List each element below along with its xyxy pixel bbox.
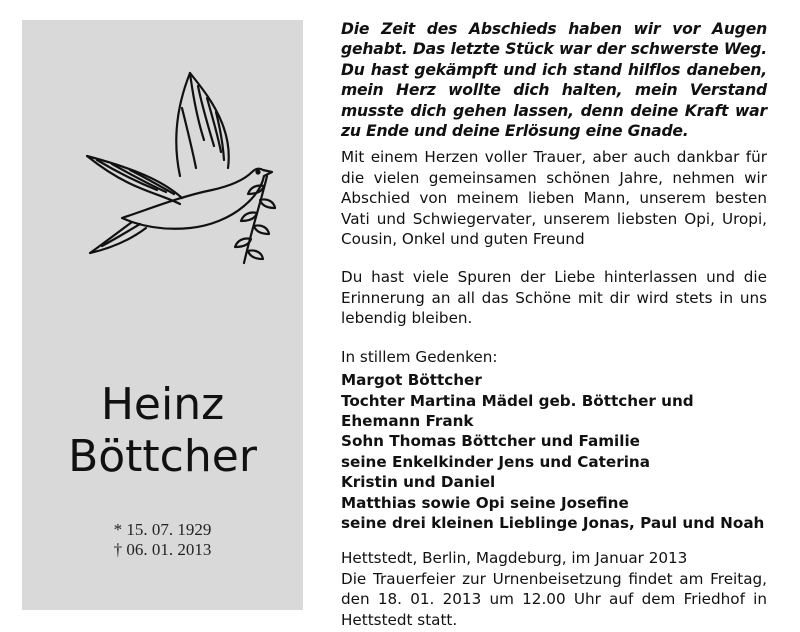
- obituary-text: [341, 19, 767, 630]
- family-list: [341, 370, 767, 533]
- family-line: Kristin und Daniel: [341, 473, 496, 492]
- mourning-message: Mit einem Herzen voller Trauer, aber auch dankbar für die vielen gemeinsamen schönen Jahre, nehmen wir Abschied von meinem lieben Mann, unserem besten Vati und Schwiegervater, unserem liebsten Opi, Uropi, Cousin, Onkel und guten Freund: [341, 148, 767, 249]
- family-line: Ehemann Frank: [341, 411, 474, 430]
- family-line: Margot Böttcher: [341, 371, 482, 390]
- birth-date: * 15. 07. 1929: [113, 520, 212, 539]
- memory-message: Du hast viele Spuren der Liebe hinterlassen und die Erinnerung an all das Schöne mit dir wird stets in uns lebendig bleiben.: [341, 268, 767, 328]
- dove-with-olive-branch-icon: [62, 68, 287, 273]
- in-memoriam-label: In stillem Gedenken:: [341, 347, 498, 366]
- family-line: Tochter Martina Mädel geb. Böttcher und: [341, 391, 694, 410]
- farewell-poem: Die Zeit des Abschieds haben wir vor Augen gehabt. Das letzte Stück war der schwerste Weg. Du hast gekämpft und ich stand hilflos daneben, mein Herz wollte dich halten, mein Verstand musste dich gehen lassen, denn deine Kraft war zu Ende und deine Erlösung eine Gnade.: [341, 20, 767, 141]
- deceased-last-name: Böttcher: [68, 431, 257, 482]
- family-line: Sohn Thomas Böttcher und Familie: [341, 432, 640, 451]
- place-and-date: Hettstedt, Berlin, Magdeburg, im Januar 2013: [341, 549, 688, 568]
- left-panel: [22, 20, 303, 610]
- family-line: seine drei kleinen Lieblinge Jonas, Paul und Noah: [341, 513, 765, 532]
- deceased-first-name: Heinz: [100, 379, 225, 430]
- life-dates: [22, 520, 303, 560]
- death-date: † 06. 01. 2013: [113, 540, 212, 559]
- family-line: Matthias sowie Opi seine Josefine: [341, 493, 629, 512]
- funeral-notice: Die Trauerfeier zur Urnenbeisetzung findet am Freitag, den 18. 01. 2013 um 12.00 Uhr auf dem Friedhof in Hettstedt statt.: [341, 569, 767, 629]
- family-line: seine Enkelkinder Jens und Caterina: [341, 452, 650, 471]
